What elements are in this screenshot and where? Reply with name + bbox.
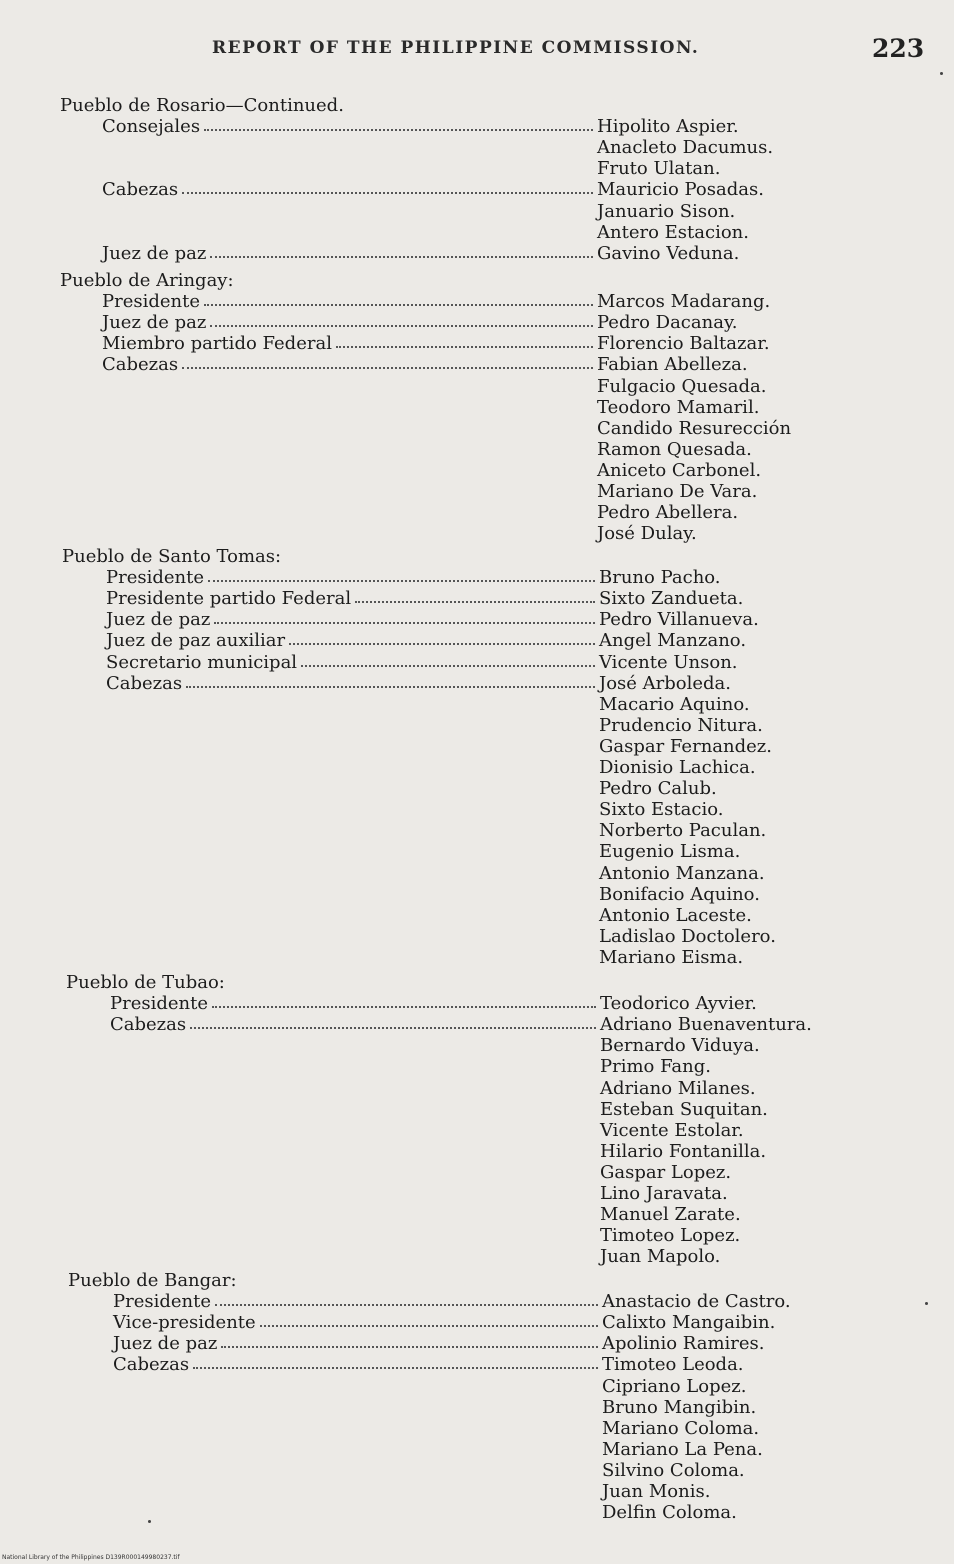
office-title: Miembro partido Federal: [102, 333, 332, 354]
pueblo-title: Pueblo de Rosario—Continued.: [60, 95, 344, 116]
official-name: Juan Mapolo.: [600, 1246, 721, 1267]
official-name: Juan Monis.: [602, 1481, 711, 1502]
official-name: Dionisio Lachica.: [599, 757, 756, 778]
office-entry: [113, 1354, 602, 1375]
dot-leader: [355, 601, 595, 603]
office-title: Cabezas: [102, 354, 179, 375]
office-entry: [110, 993, 600, 1014]
office-title: Presidente: [113, 1291, 212, 1312]
official-name: Timoteo Lopez.: [600, 1225, 741, 1246]
office-title: Secretario municipal: [106, 652, 298, 673]
official-name: Delfin Coloma.: [602, 1502, 737, 1523]
office-title: Juez de paz: [102, 243, 207, 264]
official-name: Hilario Fontanilla.: [600, 1141, 767, 1162]
scan-speck: [925, 1302, 928, 1305]
official-name: Timoteo Leoda.: [602, 1354, 744, 1375]
office-title: Cabezas: [113, 1354, 190, 1375]
official-name: Gaspar Lopez.: [600, 1162, 732, 1183]
official-name: Fulgacio Quesada.: [597, 376, 767, 397]
official-name: Eugenio Lisma.: [599, 841, 741, 862]
official-name: Mariano La Pena.: [602, 1439, 763, 1460]
office-entry: [106, 673, 599, 694]
pueblo-title: Pueblo de Aringay:: [60, 270, 234, 291]
office-title: Presidente: [102, 291, 201, 312]
official-name: Vicente Estolar.: [600, 1120, 744, 1141]
official-name: Januario Sison.: [597, 201, 736, 222]
official-name: Antonio Laceste.: [599, 905, 752, 926]
official-name: Adriano Buenaventura.: [600, 1014, 812, 1035]
office-entry: [113, 1312, 602, 1333]
official-name: Primo Fang.: [600, 1056, 711, 1077]
office-title: Cabezas: [106, 673, 183, 694]
office-title: Presidente: [106, 567, 205, 588]
official-name: Mariano Coloma.: [602, 1418, 760, 1439]
official-name: Sixto Estacio.: [599, 799, 724, 820]
official-name: Teodoro Mamaril.: [597, 397, 760, 418]
official-name: Bruno Pacho.: [599, 567, 721, 588]
office-entry: [102, 312, 597, 333]
official-name: Bonifacio Aquino.: [599, 884, 760, 905]
running-head: REPORT OF THE PHILIPPINE COMMISSION.: [212, 38, 700, 58]
official-name: Sixto Zandueta.: [599, 588, 744, 609]
dot-leader: [186, 686, 595, 688]
dot-leader: [212, 1006, 596, 1008]
dot-leader: [182, 367, 593, 369]
office-title: Presidente partido Federal: [106, 588, 352, 609]
dot-leader: [193, 1367, 598, 1369]
official-name: Gaspar Fernandez.: [599, 736, 772, 757]
page-number: 223: [872, 34, 925, 63]
official-name: Anastacio de Castro.: [602, 1291, 791, 1312]
official-name: Antero Estacion.: [597, 222, 749, 243]
office-title: Presidente: [110, 993, 209, 1014]
official-name: Aniceto Carbonel.: [597, 460, 762, 481]
office-entry: [110, 1014, 600, 1035]
official-name: Candido Resurección: [597, 418, 792, 439]
official-name: Esteban Suquitan.: [600, 1099, 768, 1120]
official-name: Fabian Abelleza.: [597, 354, 748, 375]
dot-leader: [214, 622, 595, 624]
official-name: Norberto Paculan.: [599, 820, 767, 841]
official-name: Bruno Mangibin.: [602, 1397, 757, 1418]
scan-footer: National Library of the Philippines D139R000149980237.tif: [2, 1554, 180, 1561]
official-name: Florencio Baltazar.: [597, 333, 770, 354]
dot-leader: [210, 256, 593, 258]
official-name: Pedro Abellera.: [597, 502, 739, 523]
official-name: Gavino Veduna.: [597, 243, 740, 264]
dot-leader: [204, 129, 593, 131]
office-entry: [102, 116, 597, 137]
official-name: Mariano De Vara.: [597, 481, 758, 502]
official-name: Mauricio Posadas.: [597, 179, 764, 200]
official-name: Ramon Quesada.: [597, 439, 752, 460]
office-entry: [106, 567, 599, 588]
office-entry: [106, 630, 599, 651]
official-name: José Dulay.: [597, 523, 697, 544]
office-entry: [102, 179, 597, 200]
dot-leader: [260, 1325, 598, 1327]
dot-leader: [182, 192, 593, 194]
office-title: Cabezas: [102, 179, 179, 200]
office-title: Juez de paz auxiliar: [106, 630, 286, 651]
official-name: Antonio Manzana.: [599, 863, 765, 884]
dot-leader: [301, 665, 595, 667]
official-name: José Arboleda.: [599, 673, 732, 694]
official-name: Lino Jaravata.: [600, 1183, 728, 1204]
official-name: Angel Manzano.: [599, 630, 747, 651]
official-name: Manuel Zarate.: [600, 1204, 741, 1225]
official-name: Apolinio Ramires.: [602, 1333, 765, 1354]
dot-leader: [336, 346, 593, 348]
office-entry: [102, 354, 597, 375]
dot-leader: [210, 325, 593, 327]
official-name: Macario Aquino.: [599, 694, 750, 715]
official-name: Adriano Milanes.: [600, 1078, 756, 1099]
official-name: Fruto Ulatan.: [597, 158, 721, 179]
dot-leader: [289, 643, 595, 645]
scan-speck: [940, 72, 943, 75]
office-title: Consejales: [102, 116, 201, 137]
official-name: Hipolito Aspier.: [597, 116, 739, 137]
office-entry: [102, 243, 597, 264]
official-name: Pedro Villanueva.: [599, 609, 759, 630]
dot-leader: [204, 304, 593, 306]
office-title: Cabezas: [110, 1014, 187, 1035]
office-title: Juez de paz: [106, 609, 211, 630]
dot-leader: [221, 1346, 598, 1348]
office-entry: [106, 652, 599, 673]
office-entry: [106, 609, 599, 630]
official-name: Bernardo Viduya.: [600, 1035, 760, 1056]
office-title: Juez de paz: [113, 1333, 218, 1354]
pueblo-title: Pueblo de Bangar:: [68, 1270, 237, 1291]
office-entry: [102, 291, 597, 312]
dot-leader: [215, 1304, 598, 1306]
office-entry: [106, 588, 599, 609]
official-name: Anacleto Dacumus.: [597, 137, 774, 158]
official-name: Pedro Dacanay.: [597, 312, 738, 333]
official-name: Teodorico Ayvier.: [600, 993, 757, 1014]
office-title: Vice-presidente: [113, 1312, 256, 1333]
official-name: Ladislao Doctolero.: [599, 926, 776, 947]
office-entry: [113, 1333, 602, 1354]
office-entry: [102, 333, 597, 354]
dot-leader: [190, 1027, 596, 1029]
office-title: Juez de paz: [102, 312, 207, 333]
office-entry: [113, 1291, 602, 1312]
official-name: Cipriano Lopez.: [602, 1376, 747, 1397]
official-name: Marcos Madarang.: [597, 291, 771, 312]
pueblo-title: Pueblo de Santo Tomas:: [62, 546, 282, 567]
scan-speck: [148, 1520, 151, 1523]
official-name: Prudencio Nitura.: [599, 715, 763, 736]
official-name: Vicente Unson.: [599, 652, 738, 673]
official-name: Calixto Mangaibin.: [602, 1312, 776, 1333]
dot-leader: [208, 580, 595, 582]
official-name: Silvino Coloma.: [602, 1460, 745, 1481]
official-name: Pedro Calub.: [599, 778, 717, 799]
official-name: Mariano Eisma.: [599, 947, 744, 968]
pueblo-title: Pueblo de Tubao:: [66, 972, 225, 993]
